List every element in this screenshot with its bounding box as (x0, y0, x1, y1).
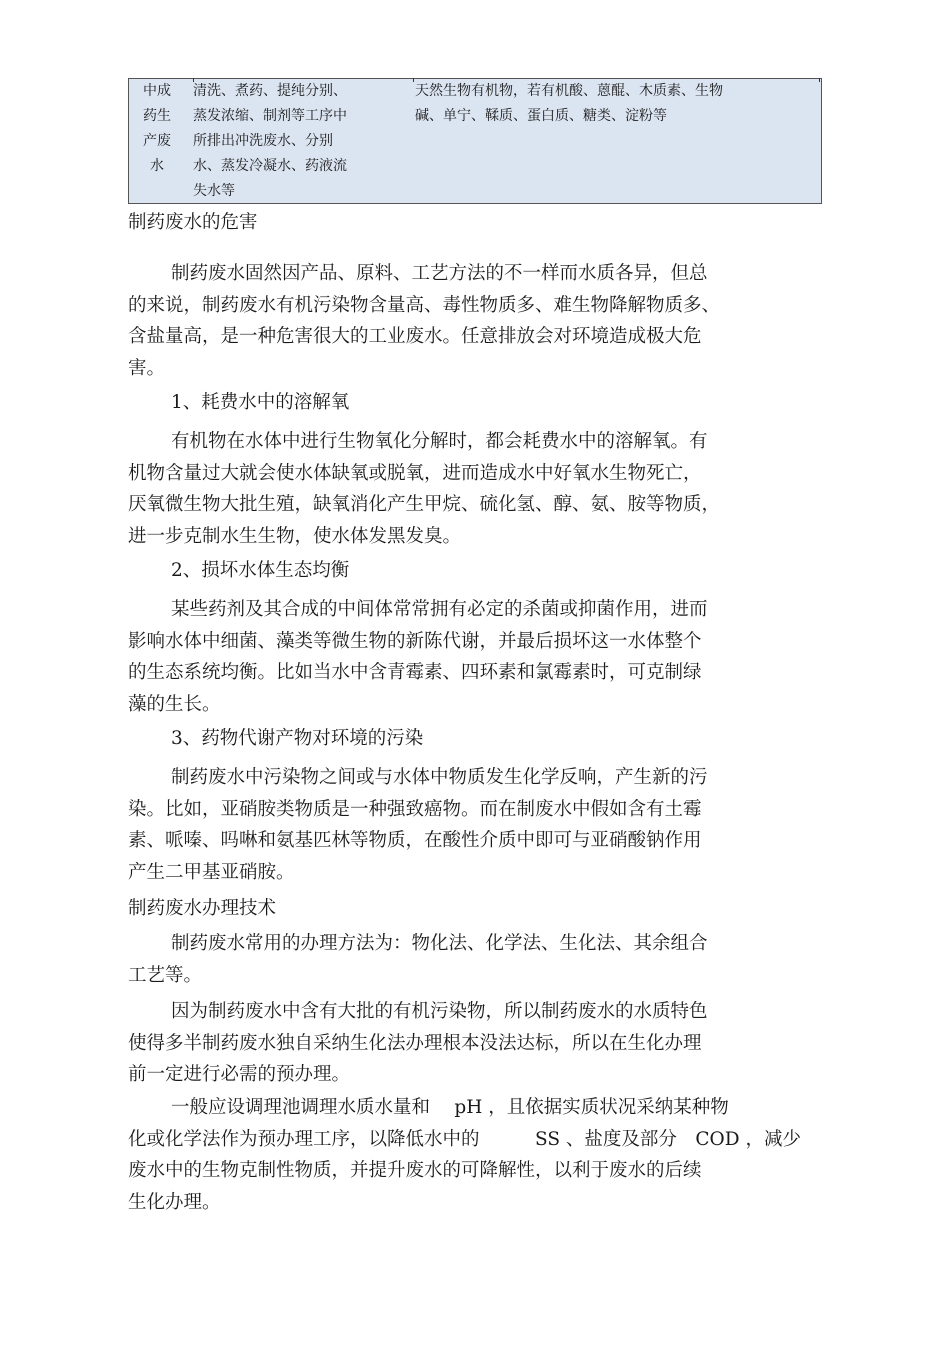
section-heading-treatment: 制药废水办理技术 (128, 898, 277, 919)
table-divider (413, 78, 414, 82)
table-cell-category: 中成 药生 产废 水 (143, 83, 171, 174)
table-cell-source: 清洗、煮药、提纯分别、 蒸发浓缩、制剂等工序中 所排出冲洗废水、分别 水、蒸发冷凝水、药液流 失水等 (193, 83, 347, 199)
paragraph: 某些药剂及其合成的中间体常常拥有必定的杀菌或抑菌作用，进而 影响水体中细菌、藻类等微生物的新陈代谢，并最后损坏这一水体整个 的生态系统均衡。比如当水中含青霉素、四环素和氯霉素时，可克制绿 藻的生长。 (128, 599, 708, 715)
section-heading-hazards: 制药废水的危害 (128, 212, 258, 233)
subheading-ecology: 2、损坏水体生态均衡 (171, 560, 350, 581)
subheading-oxygen: 1、耗费水中的溶解氧 (171, 392, 350, 413)
subheading-metabolites: 3、药物代谢产物对环境的污染 (171, 728, 424, 749)
table-divider (819, 78, 820, 82)
paragraph: 制药废水常用的办理方法为：物化法、化学法、生化法、其余组合 工艺等。 (128, 933, 708, 986)
paragraph: 有机物在水体中进行生物氧化分解时，都会耗费水中的溶解氧。有 机物含量过大就会使水体缺氧或脱氧，进而造成水中好氧水生物死亡， 厌氧微生物大批生殖，缺氧消化产生甲烷、硫化氢、醇、氨、胺等物质， 进一步克制水生生物，使水体发黑发臭。 (128, 431, 721, 547)
composition-table (128, 78, 822, 204)
table-cell-pollutants: 天然生物有机物，若有机酸、蒽醌、木质素、生物 碱、单宁、鞣质、蛋白质、糖类、淀粉等 (415, 83, 723, 124)
paragraph: 制药废水固然因产品、原料、工艺方法的不一样而水质各异，但总 的来说，制药废水有机污染物含量高、毒性物质多、难生物降解物质多、 含盐量高，是一种危害很大的工业废水。任意排放会对环境造成极大危 害。 (128, 263, 721, 379)
paragraph: 制药废水中污染物之间或与水体中物质发生化学反响，产生新的污 染。比如，亚硝胺类物质是一种强致癌物。而在制废水中假如含有土霉 素、哌嗪、吗啉和氨基匹林等物质，在酸性介质中即可与亚硝酸钠作用 产生二甲基亚硝胺。 (128, 767, 708, 883)
paragraph: 一般应设调理池调理水质水量和 pH ，且依据实质状况采纳某种物 化或化学法作为预办理工序，以降低水中的 SS 、盐度及部分 COD ，减少 废水中的生物克制性物质，并提升废水的可降解性，以利于废水的后续 生化办理。 (128, 1097, 801, 1213)
paragraph: 因为制药废水中含有大批的有机污染物，所以制药废水的水质特色 使得多半制药废水独自采纳生化法办理根本没法达标，所以在生化办理 前一定进行必需的预办理。 (128, 1001, 708, 1085)
